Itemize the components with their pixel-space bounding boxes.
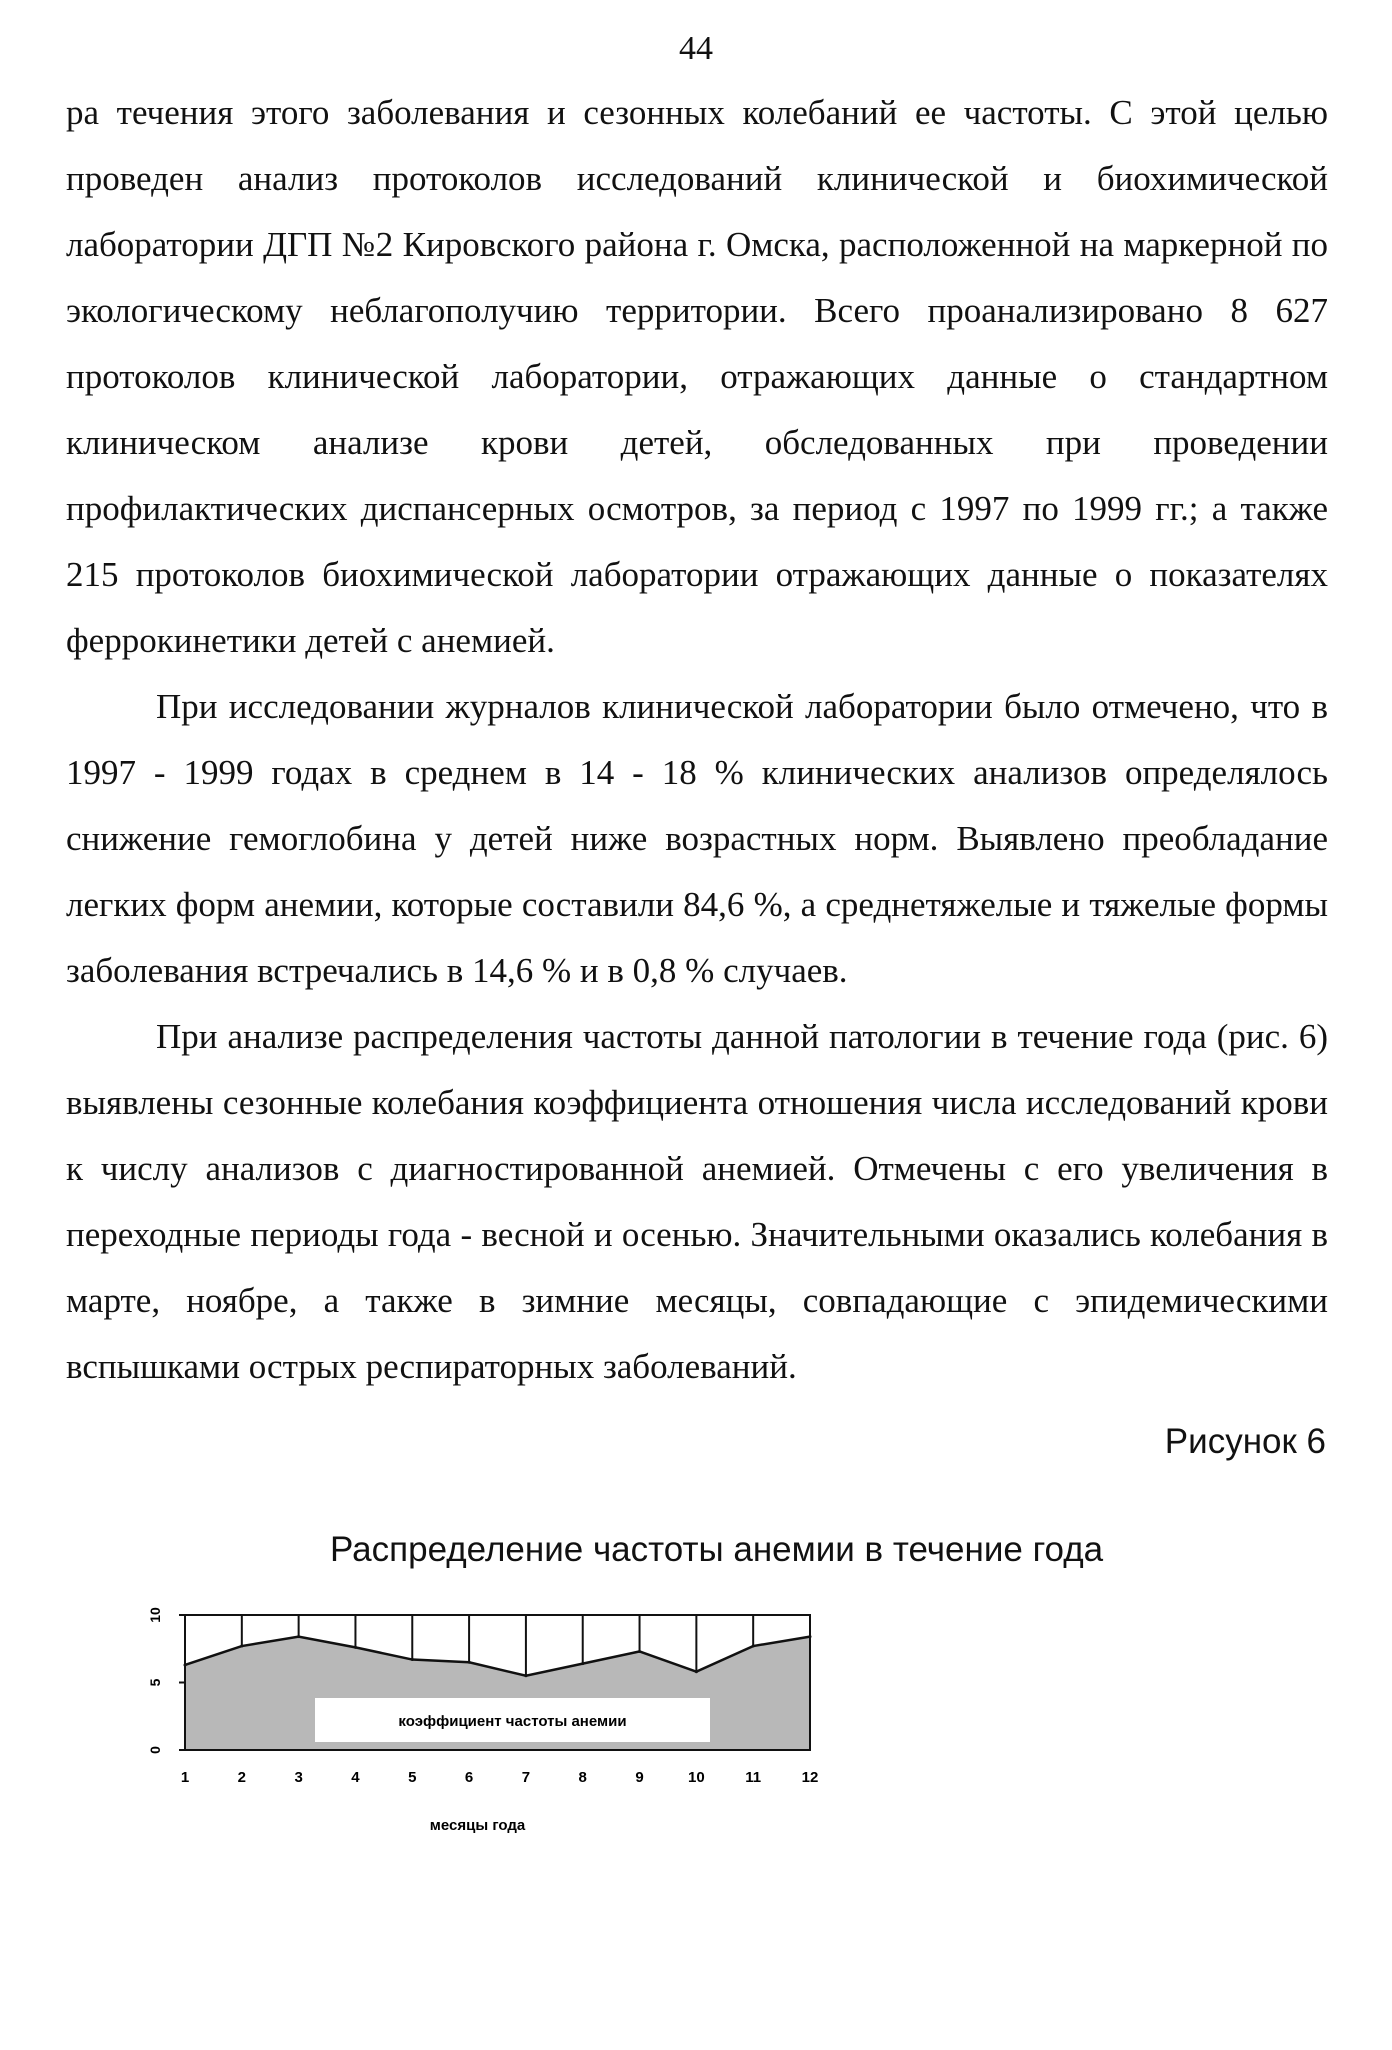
x-tick-label: 5 xyxy=(408,1769,417,1786)
legend-label: коэффициент частоты анемии xyxy=(398,1713,627,1730)
figure-label: Рисунок 6 xyxy=(1164,1422,1326,1461)
paragraph-2: При исследовании журналов клинической лаборатории было отмечено, что в 1997 - 1999 годах в среднем в 14 - 18 % клинических анализов определялось снижение гемоглобина у детей ниже возрастных норм. Выявлено преобладание легких форм анемии, которые составили 84,6 %, а среднетяжелые и тяжелые формы заболевания встречались в 14,6 % и в 0,8 % случаев. xyxy=(66,687,1328,990)
anemia-frequency-chart xyxy=(130,1590,830,1850)
data-point xyxy=(411,1658,414,1661)
data-point xyxy=(638,1650,641,1653)
data-point xyxy=(354,1646,357,1649)
body-text xyxy=(66,80,1328,1400)
x-tick-label: 2 xyxy=(237,1769,246,1786)
x-tick-label: 7 xyxy=(521,1769,531,1786)
data-point xyxy=(468,1661,471,1664)
y-tick-label: 0 xyxy=(147,1746,163,1754)
x-tick-label: 10 xyxy=(688,1769,705,1786)
data-point xyxy=(240,1645,243,1648)
data-point xyxy=(297,1635,300,1638)
y-tick-label: 5 xyxy=(147,1678,163,1687)
data-point xyxy=(581,1662,584,1665)
x-tick-label: 4 xyxy=(351,1769,360,1786)
page-number: 44 xyxy=(679,30,713,67)
paragraph-1: ра течения этого заболевания и сезонных колебаний ее частоты. С этой целью проведен анализ протоколов исследований клинической и биохимической лаборатории ДГП №2 Кировского района г. Омска, расположенной на маркерной по экологическому неблагополучию территории. Всего проанализировано 8 627 протоколов клинической лаборатории, отражающих данные о стандартном клиническом анализе крови детей, обследованных при проведении профилактических диспансерных осмотров, за период с 1997 по 1999 гг.; а также 215 протоколов биохимической лаборатории отражающих данные о показателях феррокинетики детей с анемией. xyxy=(66,93,1328,660)
x-tick-label: 3 xyxy=(294,1769,303,1786)
x-tick-label: 1 xyxy=(180,1769,190,1786)
x-tick-label: 12 xyxy=(801,1769,819,1786)
y-tick-label: 10 xyxy=(147,1607,163,1623)
x-tick-label: 9 xyxy=(635,1769,644,1786)
data-point xyxy=(752,1645,755,1648)
x-axis-label: месяцы года xyxy=(429,1817,526,1834)
x-tick-label: 6 xyxy=(464,1769,474,1786)
x-tick-label: 11 xyxy=(745,1769,762,1786)
paragraph-3: При анализе распределения частоты данной патологии в течение года (рис. 6) выявлены сезонные колебания коэффициента отношения числа исследований крови к числу анализов с диагностированной анемией. Отмечены с его увеличения в переходные периоды года - весной и осенью. Значительными оказались колебания в марте, ноябре, а также в зимние месяцы, совпадающие с эпидемическими вспышками острых респираторных заболеваний. xyxy=(66,1017,1328,1386)
chart-title: Распределение частоты анемии в течение года xyxy=(330,1530,1104,1569)
data-point xyxy=(695,1670,698,1673)
x-tick-label: 8 xyxy=(578,1769,587,1786)
data-point xyxy=(524,1674,527,1677)
